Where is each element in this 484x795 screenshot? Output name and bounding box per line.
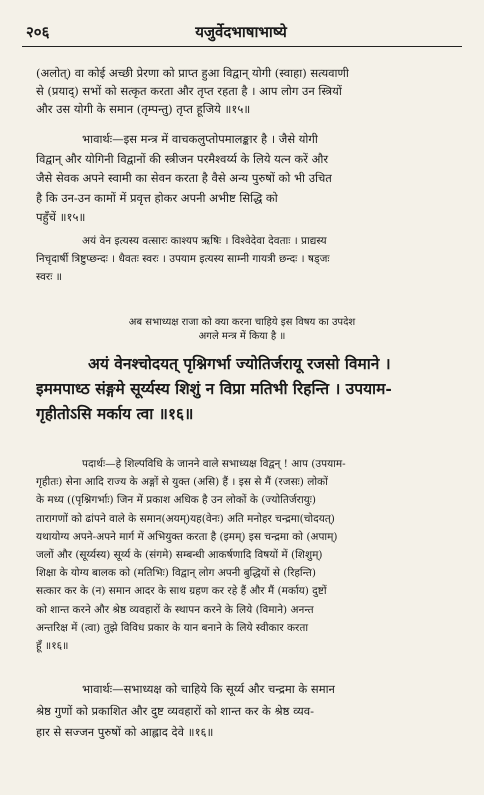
mantra-metadata	[36, 232, 462, 286]
mantra-verse-16	[36, 351, 462, 426]
running-title: यजुर्वेदभाषाभाष्ये	[195, 23, 287, 41]
paragraph-continuation	[36, 64, 462, 118]
text-line: अगले मन्त्र में किया है ॥	[198, 331, 286, 342]
text-line: जलों और (सूर्य्यस्य) सूर्य्य के (संगमे) सम्बन्धी आकर्षणादि विषयों में (शिशुम्)	[36, 549, 323, 562]
text-line: भावार्थः—सभाध्यक्ष को चाहिये कि सूर्य्य और चन्द्रमा के समान	[82, 682, 335, 696]
text-line: पहुँचें ॥१५॥	[36, 210, 86, 224]
text-line: तारागणों को ढांपने वाले के समान(अयम्)यह(वेनः) अति मनोहर चन्द्रमा(चोदयत्)	[36, 512, 335, 525]
text-line: जैसे सेवक अपने स्वामी का सेवन करता है वैसे अन्य पुरुषों को भी उचित	[36, 171, 332, 185]
page-number: २०६	[26, 23, 50, 41]
text-line: निचृदार्षी त्रिष्टुप्छन्दः । धैवतः स्वरः । उपयाम इत्यस्य साम्नी गायत्री छन्दः । षड्जः	[36, 253, 330, 265]
text-line: अब सभाध्यक्ष राजा को क्या करना चाहिये इस विषय का उपदेश	[128, 317, 356, 328]
text-line: स्वरः ॥	[36, 271, 62, 283]
topic-intro	[70, 316, 414, 344]
text-line: है कि उन-उन कामों में प्रवृत्त होकर अपनी अभीष्ट सिद्धि को	[36, 190, 278, 205]
text-line: के मध्य ((पृश्निगर्भाः) जिन में प्रकाश अधिक है उन लोकों के (ज्योतिर्जरायुः)	[36, 494, 316, 507]
verse-line: अयं वेनश्चोदयत् पृश्निगर्भा ज्योतिर्जरायू रजसो विमाने ।	[88, 354, 391, 373]
text-line: सत्कार कर के (न) समान आदर के साथ ग्रहण कर रहे हैं और मैं (मर्काय) दुष्टों	[36, 585, 327, 598]
verse-line: गृहीतोऽसि मर्काय त्वा ॥१६॥	[36, 404, 194, 423]
bhavartha-paragraph-16	[36, 679, 462, 744]
text-line: से (प्रयाद्) सभों को सत्कृत करता और तृप्त रहता है । आप लोग उन स्त्रियों	[36, 84, 342, 98]
text-line: पदार्थः—हे शिल्पविधि के जानने वाले सभाध्यक्ष विद्वन् ! आप (उपयाम-	[82, 458, 346, 470]
text-line: गृहीतः) सेना आदि राज्य के अङ्गों से युक्त (असि) हैं । इस से मैं (रजसः) लोकों	[36, 476, 328, 489]
verse-line: इममपाध्ठ संङ्गमे सूर्य्यस्य शिशुं न विप्रा मतिभी रिहन्ति । उपयाम-	[36, 379, 392, 398]
text-line: हार से सज्जन पुरुषों को आह्लाद देवे ॥१६॥	[36, 725, 214, 739]
text-line: अन्तरिक्ष में (त्वा) तुझे विविध प्रकार के यान बनाने के लिये स्वीकार करता	[36, 621, 309, 634]
text-line: को शान्त करने और श्रेष्ठ व्यवहारों के स्थापन करने के लिये (विमाने) अनन्त	[36, 603, 314, 616]
text-line: श्रेष्ठ गुणों को प्रकाशित और दुष्ट व्यवहारों को शान्त कर के श्रेष्ठ व्यव-	[36, 703, 314, 718]
page-header	[20, 22, 462, 44]
text-line: शिक्षा के योग्य बालक को (मतिभिः) विद्वान् लोग अपनी बुद्धियों से (रिहन्ति)	[36, 567, 316, 580]
padartha-paragraph-16	[36, 455, 462, 655]
text-line: हूँ ॥१६॥	[36, 640, 69, 653]
text-line: और उस योगी के समान (तृम्पन्तु) तृप्त हूजिये ॥१५॥	[36, 102, 251, 116]
bhavartha-paragraph-15	[36, 130, 462, 228]
text-line: भावार्थः—इस मन्त्र में वाचकलुप्तोपमालङ्कार है । जैसे योगी	[82, 132, 318, 146]
header-rule	[22, 46, 462, 47]
text-line: अयं वेन इत्यस्य वत्सारः काश्यप ऋषिः । विश्वेदेवा देवताः । प्राद्यस्य	[82, 235, 327, 247]
text-line: विद्वान् और योगिनी विद्वानों की स्त्रीजन परमैश्वर्य्य के लिये यत्न करें और	[36, 151, 329, 166]
text-line: (अलोत्) वा कोई अच्छी प्रेरणा को प्राप्त हुआ विद्वान् योगी (स्वाहा) सत्यवाणी	[36, 66, 349, 80]
text-line: यथायोग्य अपने-अपने मार्ग में अभियुक्त करता है (इमम्) इस चन्द्रमा को (अपाम्)	[36, 530, 338, 543]
